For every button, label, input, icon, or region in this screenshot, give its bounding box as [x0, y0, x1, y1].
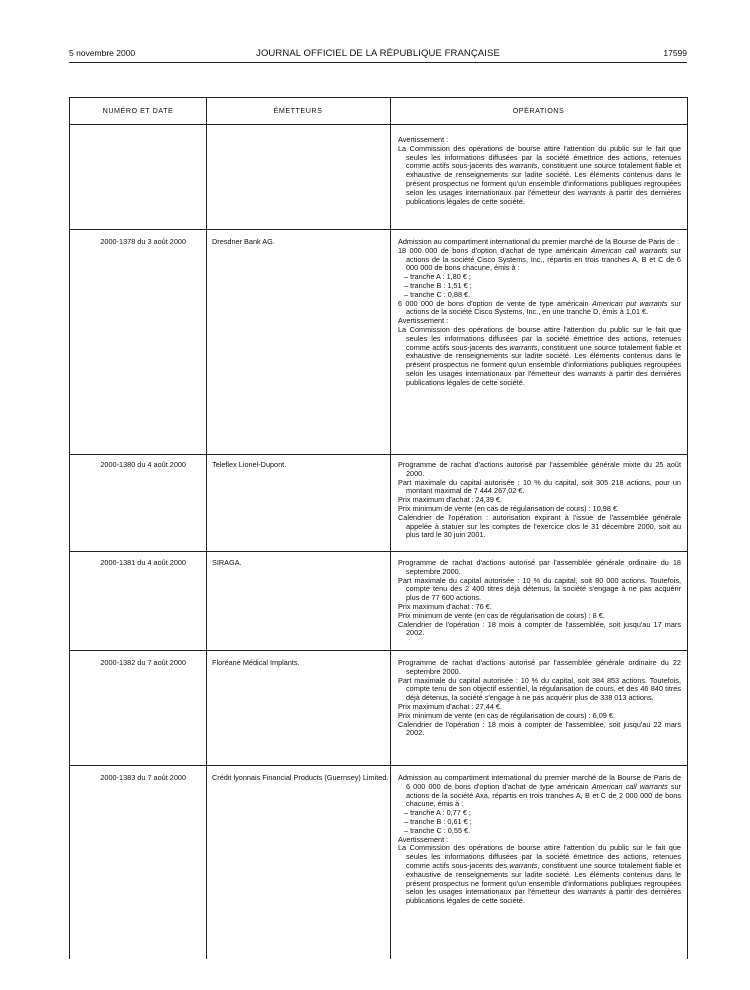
- row-divider: [70, 765, 687, 766]
- italic-term: American put warrants: [591, 298, 668, 308]
- table-row-issuer: Floréane Médical Implants.: [212, 658, 300, 667]
- italic-term: warrants: [577, 368, 606, 378]
- table-row-number-date: 2000-1378 du 3 août 2000: [100, 237, 186, 246]
- ops-line: Part maximale du capital autorisée : 10 % du capital, soit 305 218 actions, pour un montant maximal de 7 444 267,02 €.: [398, 477, 681, 496]
- ops-line: – tranche A : 1,80 € ;: [404, 272, 471, 282]
- ops-line: Admission au compartiment international du premier marché de la Bourse de Paris de :: [398, 237, 680, 246]
- ops-line: Calendrier de l'opération : 18 mois à compter de l'assemblée, soit jusqu'au 17 mars 2002.: [398, 619, 681, 638]
- table-row-ops: [398, 136, 681, 206]
- journal-title: JOURNAL OFFICIEL DE LA RÉPUBLIQUE FRANÇAISE: [256, 48, 500, 59]
- table-row-issuer: Teleflex Lionel-Dupont.: [212, 460, 287, 469]
- table-row-ops: [398, 774, 681, 906]
- table-row-ops: [398, 461, 681, 540]
- ops-line: – tranche C : 0,55 €.: [404, 825, 471, 835]
- table-row-issuer: Crédit lyonnais Financial Products (Guernsey) Limited.: [212, 773, 389, 782]
- italic-term: American call warrants: [590, 245, 668, 255]
- ops-line: Prix maximum d'achat : 27,44 €.: [398, 701, 502, 711]
- table-row-ops: [398, 238, 681, 388]
- row-divider: [70, 551, 687, 552]
- row-divider: [70, 650, 687, 651]
- table-row-ops: [398, 559, 681, 638]
- column-divider: [390, 98, 391, 959]
- ops-line: La Commission des opérations de bourse attire l'attention du public sur le fait que seules les informations diffusées par la société émettrice des actions, retenues comme actifs sous-jacents des warrants, constituent une source totalement fiable et exhaustive de renseignements sur ladite société. Les éléments contenus dans le présent prospectus ne forment qu'un ensemble d'informations publiques regroupées selon les usages internationaux par l'émetteur des warrants à partir des dernières publications légales de cette société.: [398, 143, 681, 206]
- column-header-issuers: ÉMETTEURS: [273, 106, 323, 115]
- ops-line: Avertissement :: [398, 135, 449, 144]
- column-header-operations: OPÉRATIONS: [512, 106, 565, 115]
- table-row-number-date: 2000-1382 du 7 août 2000: [100, 658, 186, 667]
- table-row-number-date: 2000-1380 du 4 août 2000: [100, 460, 186, 469]
- ops-line: Admission au compartiment international du premier marché de la Bourse de Paris de 6 000 000 de bons d'option d'achat de type américain American call warrants sur actions de la société Axa, répartis en trois tranches A, B et C de 2 000 000 de bons chacune, émis à :: [398, 773, 681, 809]
- table-row-issuer: SIRAGA.: [212, 558, 242, 567]
- ops-line: – tranche B : 1,51 € ;: [404, 280, 472, 290]
- row-divider: [70, 454, 687, 455]
- ops-line: Programme de rachat d'actions autorisé par l'assemblée générale ordinaire du 18 septembre 2000.: [398, 558, 681, 576]
- table-row-ops: [398, 659, 681, 738]
- ops-line: – tranche B : 0,61 € ;: [404, 816, 472, 826]
- publication-date: 5 novembre 2000: [69, 48, 136, 58]
- italic-term: warrants: [577, 187, 606, 197]
- ops-line: Avertissement :: [398, 316, 449, 326]
- ops-line: Prix minimum de vente (en cas de régularisation de cours) : 8 €.: [398, 610, 605, 620]
- ops-line: Part maximale du capital autorisée : 10 % du capital, soit 80 000 actions. Toutefois, compte tenu des 2 400 titres déjà détenus, la société s'engage à ne pas acquérir plus de 77 600 actions.: [398, 575, 681, 603]
- ops-line: – tranche C : 0,88 €.: [404, 289, 471, 299]
- italic-term: warrants: [509, 342, 538, 352]
- ops-line: 6 000 000 de bons d'option de vente de type américain American put warrants sur actions de la société Cisco Systems, Inc., en une tranche D, émis à 1,01 €.: [398, 298, 681, 317]
- header-divider: [70, 124, 687, 125]
- ops-line: – tranche A : 0,77 € ;: [404, 808, 471, 818]
- italic-term: American call warrants: [591, 781, 668, 791]
- ops-line: Prix maximum d'achat : 24,39 €.: [398, 495, 502, 505]
- ops-line: La Commission des opérations de bourse attire l'attention du public sur le fait que seules les informations diffusées par la société émettrice des actions, retenues comme actifs sous-jacents des warrants, constituent une source totalement fiable et exhaustive de renseignements sur ladite société. Les éléments contenus dans le présent prospectus ne forment qu'un ensemble d'informations publiques regroupées selon les usages internationaux par l'émetteur des warrants à partir des dernières publications légales de cette société.: [398, 843, 681, 906]
- table-row-number-date: 2000-1381 du 4 août 2000: [100, 558, 186, 567]
- italic-term: warrants: [509, 860, 538, 870]
- ops-line: Part maximale du capital autorisée : 10 % du capital, soit 384 853 actions. Toutefois, compte tenu de son objectif essentiel, la régularisation de cours, et des 46 840 titres déjà détenus, la société s'engage à ne pas acquérir plus de 338 013 actions.: [398, 675, 681, 703]
- ops-line: Prix maximum d'achat : 76 €.: [398, 601, 492, 611]
- table-row-number-date: 2000-1383 du 7 août 2000: [100, 773, 186, 782]
- ops-line: Calendrier de l'opération : 18 mois à compter de l'assemblée, soit jusqu'au 22 mars 2002.: [398, 719, 681, 738]
- ops-line: Programme de rachat d'actions autorisé par l'assemblée générale ordinaire du 22 septembre 2000.: [398, 658, 681, 676]
- italic-term: warrants: [577, 887, 606, 897]
- page-header: [69, 48, 687, 62]
- ops-line: Prix minimum de vente (en cas de régularisation de cours) : 6,09 €.: [398, 710, 615, 720]
- header-rule: [69, 62, 687, 63]
- operations-table: [69, 97, 688, 959]
- ops-line: Programme de rachat d'actions autorisé par l'assemblée générale mixte du 25 août 2000.: [398, 460, 681, 478]
- row-divider: [70, 229, 687, 230]
- page-number: 17599: [663, 48, 687, 58]
- table-row-issuer: Dresdner Bank AG.: [212, 237, 275, 246]
- ops-line: Avertissement :: [398, 834, 449, 844]
- ops-line: 18 000 000 de bons d'option d'achat de type américain American call warrants sur actions de la société Cisco Systems, Inc., répartis en trois tranches A, B et C de 6 000 000 de bons chacune, émis à :: [398, 245, 681, 273]
- ops-line: Prix minimum de vente (en cas de régularisation de cours) : 10,98 €.: [398, 503, 620, 513]
- column-divider: [206, 98, 207, 959]
- italic-term: warrants: [509, 161, 538, 171]
- ops-line: Calendrier de l'opération : autorisation expirant à l'issue de l'assemblée générale appelée à statuer sur les comptes de l'exercice clos le 31 décembre 2000, soit au plus tard le 30 juin 2001.: [398, 512, 681, 540]
- column-header-number-date: NUMÉRO ET DATE: [102, 106, 174, 115]
- ops-line: La Commission des opérations de bourse attire l'attention du public sur le fait que seules les informations diffusées par la société émettrice des actions, retenues comme actifs sous-jacents des warrants, constituent une source totalement fiable et exhaustive de renseignements sur ladite société. Les éléments contenus dans le présent prospectus ne forment qu'un ensemble d'informations publiques regroupées selon les usages internationaux par l'émetteur des warrants à partir des dernières publications légales de cette société.: [398, 324, 681, 387]
